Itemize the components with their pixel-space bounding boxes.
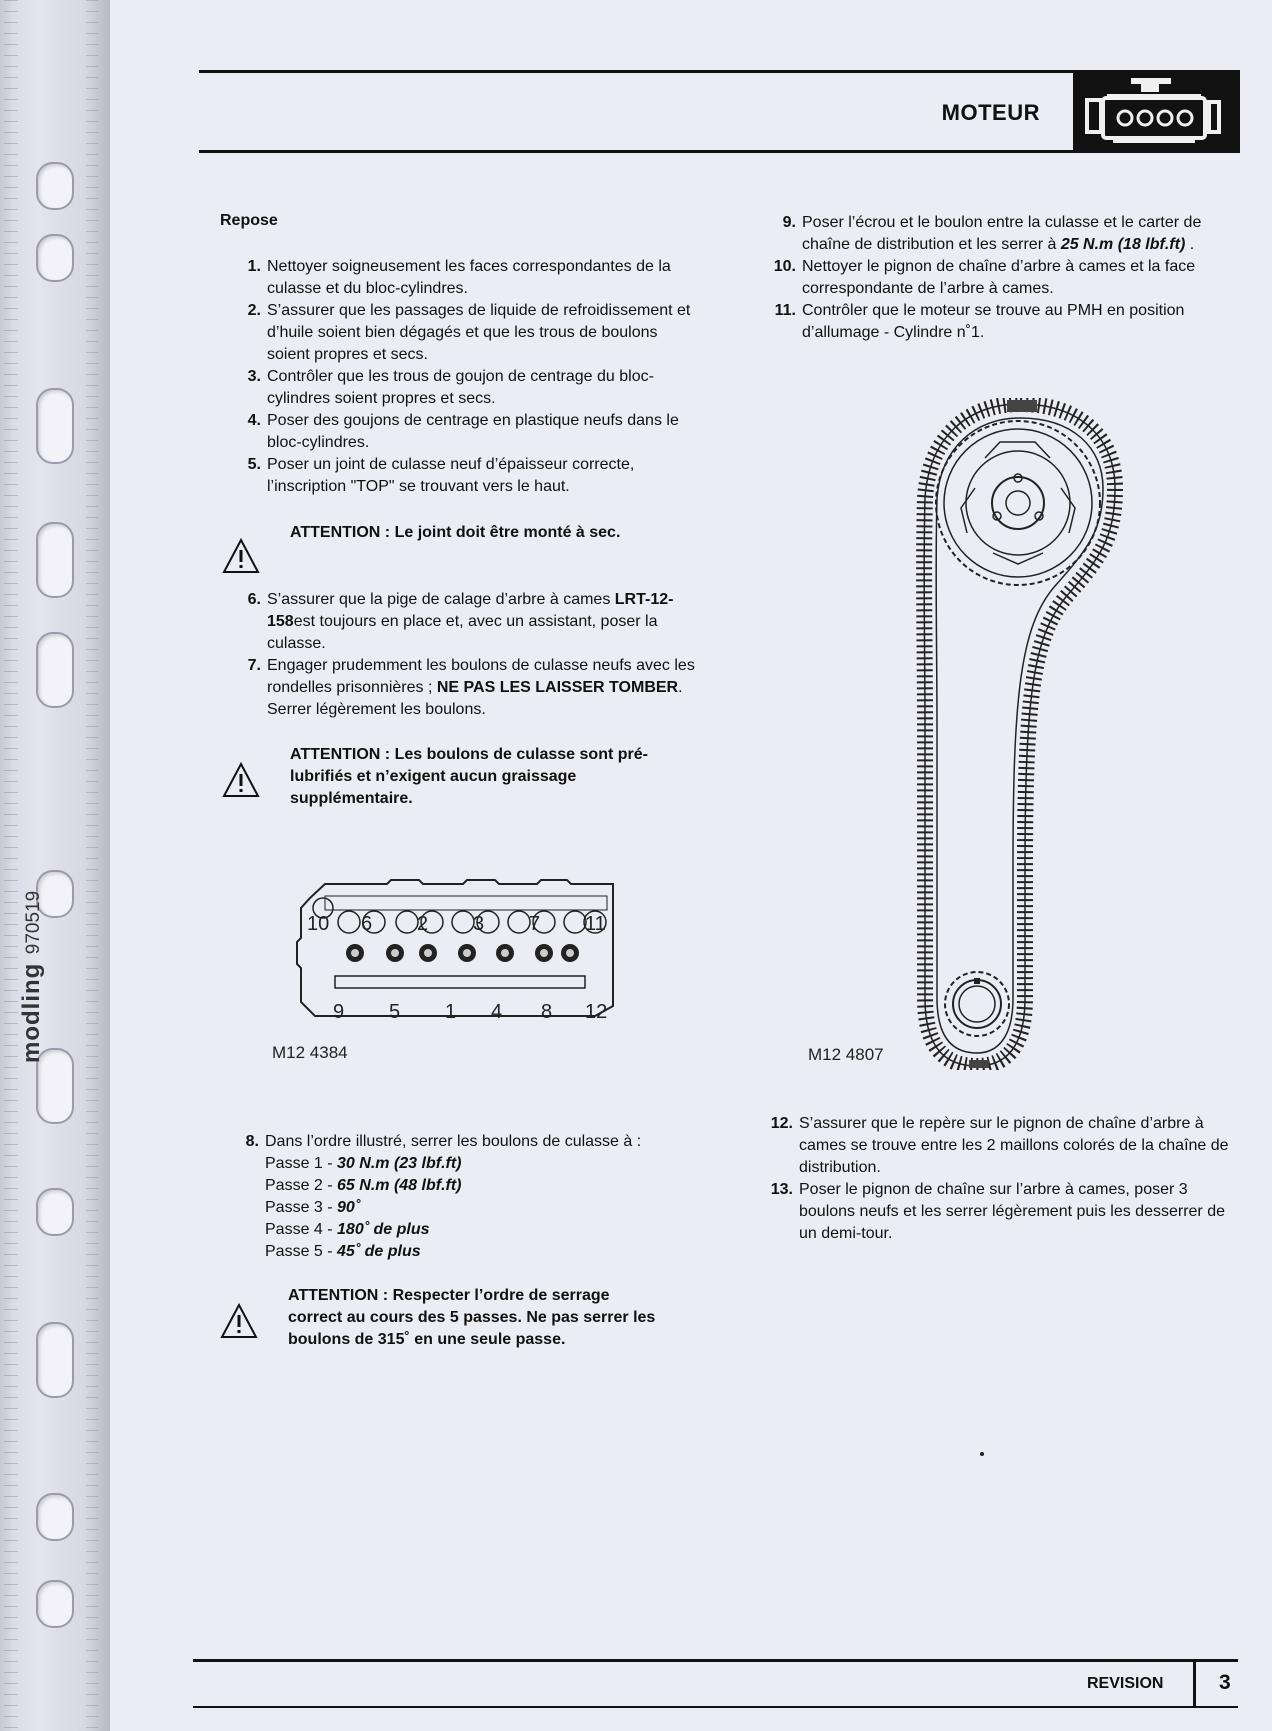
bolt-label-bottom: 1 [445, 1001, 457, 1023]
bolt-label-bottom: 12 [585, 1001, 608, 1023]
footer-rule [193, 1659, 1238, 1662]
step-text: Engager prudemment les boulons de culasse neufs avec les rondelles prisonnières ; [267, 657, 695, 696]
step-text: S’assurer que le repère sur le pignon de chaîne d’arbre à cames se trouve entre les 2 maillons colorés de la chaîne de distribution. [799, 1115, 1229, 1176]
steps-list-a [247, 256, 697, 498]
bolt-label-top: 10 [307, 913, 330, 935]
warning-text: ATTENTION : Respecter l’ordre de serrage correct au cours des 5 passes. Ne pas serrer les boulons de 315˚ en une seule passe. [288, 1287, 656, 1348]
list-item [265, 1241, 462, 1263]
pass-label: Passe 1 - [265, 1155, 338, 1172]
page-number: 3 [1219, 1671, 1231, 1694]
punch-hole [36, 1188, 74, 1236]
step-text: Contrôler que les trous de goujon de centrage du bloc-cylindres soient propres et secs. [267, 368, 654, 407]
warning-text: ATTENTION : Les boulons de culasse sont pré-lubrifiés et n’exigent aucun graissage supplémentaire. [290, 746, 648, 807]
step-number: 4. [247, 412, 261, 429]
list-item [247, 366, 697, 410]
sleeve-ruler-right [86, 0, 98, 1731]
step-text: Poser le pignon de chaîne sur l’arbre à cames, poser 3 boulons neufs et les serrer légèrement puis les desserrer de un demi-tour. [799, 1181, 1225, 1242]
list-item [265, 1175, 462, 1197]
step-text: Nettoyer le pignon de chaîne d’arbre à cames et la face correspondante de l’arbre à cames. [802, 258, 1196, 297]
pass-value: 65 N.m (48 lbf.ft) [337, 1177, 462, 1194]
list-item [247, 410, 697, 454]
footer-divider [1193, 1661, 1196, 1706]
step-text: . [1185, 236, 1195, 253]
step-text: Poser des goujons de centrage en plastique neufs dans le bloc-cylindres. [267, 412, 679, 451]
step-number: 9. [782, 214, 796, 231]
pass-label: Passe 2 - [265, 1177, 338, 1194]
step-number: 6. [247, 591, 261, 608]
list-item [247, 655, 697, 721]
step-text: S’assurer que la pige de calage d’arbre à cames [267, 591, 615, 608]
header-rule [199, 150, 1073, 153]
step-number: 11. [774, 302, 796, 319]
bolt-label-top: 7 [529, 913, 541, 935]
steps-list-d [773, 212, 1242, 344]
step-text: Nettoyer soigneusement les faces correspondantes de la culasse et du bloc-cylindres. [267, 258, 671, 297]
bolt-label-top: 3 [473, 913, 485, 935]
cylinder-head-figure [295, 878, 625, 1028]
pass-value: 90˚ [337, 1199, 361, 1216]
warning-dry-gasket [222, 520, 702, 574]
sleeve-label [18, 890, 46, 1063]
bolt-label-top: 6 [361, 913, 373, 935]
punch-hole [36, 388, 74, 464]
page-title: MOTEUR [941, 100, 1040, 125]
step-number: 10. [773, 258, 796, 275]
pass-value: 30 N.m (23 lbf.ft) [337, 1155, 462, 1172]
step-number: 8. [245, 1133, 259, 1150]
list-item [782, 212, 1242, 256]
bolt-label-top: 11 [585, 913, 606, 935]
warning-triangle-icon [222, 538, 260, 574]
step-number: 2. [247, 302, 261, 319]
list-item [247, 589, 697, 655]
figure-caption: M12 4807 [808, 1045, 884, 1064]
step-text: Contrôler que le moteur se trouve au PMH en position d’allumage - Cylindre n˚1. [802, 302, 1185, 341]
list-item [773, 256, 1242, 300]
step-number: 5. [247, 456, 261, 473]
list-item [247, 300, 697, 366]
emphasis-text: NE PAS LES LAISSER TOMBER [436, 679, 679, 696]
sleeve-ruler-left [4, 0, 18, 1731]
steps-list-e [770, 1113, 1239, 1245]
warning-tightening-order [220, 1285, 700, 1351]
punch-hole [36, 234, 74, 282]
engine-icon [1073, 70, 1240, 153]
timing-chain-figure [915, 398, 1125, 1070]
step-number: 1. [247, 258, 261, 275]
bolt-label-top: 2 [417, 913, 429, 935]
revision-label: REVISION [1087, 1675, 1164, 1692]
torque-value: 25 N.m (18 lbf.ft) [1060, 236, 1186, 253]
figure-caption: M12 4384 [272, 1043, 348, 1062]
punch-hole [36, 632, 74, 708]
warning-triangle-icon [220, 1303, 258, 1339]
header-rule [199, 70, 1073, 73]
section-heading: Repose [220, 212, 278, 229]
steps-list-b [247, 589, 697, 721]
punch-hole [36, 162, 74, 210]
pass-value: 45˚ de plus [337, 1243, 421, 1260]
bolt-label-bottom: 8 [541, 1001, 553, 1023]
punch-hole [36, 1580, 74, 1628]
tool-reference: LRT-12-158 [267, 591, 674, 630]
step-text: est toujours en place et, avec un assistant, poser la culasse. [267, 613, 658, 652]
step-text: S’assurer que les passages de liquide de refroidissement et d’huile soient bien dégagés et que les trous de boulons soient propres et secs. [267, 302, 691, 363]
step-text: Poser l’écrou et le boulon entre la culasse et le carter de chaîne de distribution et les serrer à [802, 214, 1202, 253]
step-text: Poser un joint de culasse neuf d’épaisseur correcte, l’inscription "TOP" se trouvant vers le haut. [267, 456, 635, 495]
step-text: . Serrer légèrement les boulons. [267, 679, 683, 718]
step-number: 12. [770, 1115, 793, 1132]
punch-hole [36, 1322, 74, 1398]
list-item [245, 1131, 705, 1153]
warning-lubricated-bolts [222, 744, 702, 810]
bolt-label-bottom: 5 [389, 1001, 401, 1023]
punch-hole [36, 1493, 74, 1541]
list-item [265, 1153, 462, 1175]
sleeve-code: 970519 [23, 890, 44, 955]
list-item [265, 1197, 462, 1219]
step-number: 3. [247, 368, 261, 385]
sleeve-brand: modling [18, 962, 45, 1063]
step-number: 7. [247, 657, 261, 674]
pass-label: Passe 3 - [265, 1199, 338, 1216]
bolt-label-bottom: 4 [491, 1001, 503, 1023]
list-item [265, 1219, 462, 1241]
punch-hole [36, 522, 74, 598]
step-number: 13. [770, 1181, 793, 1198]
list-item [770, 1179, 1239, 1245]
speck [980, 1452, 984, 1456]
bolt-label-bottom: 9 [333, 1001, 345, 1023]
list-item [247, 256, 697, 300]
pass-value: 180˚ de plus [337, 1221, 430, 1238]
warning-text: ATTENTION : Le joint doit être monté à sec. [290, 524, 621, 541]
steps-list-c [245, 1131, 705, 1153]
torque-passes [265, 1153, 462, 1263]
step-text: Dans l’ordre illustré, serrer les boulons de culasse à : [265, 1133, 642, 1150]
warning-triangle-icon [222, 762, 260, 798]
footer-rule [193, 1706, 1238, 1708]
binder-sleeve [0, 0, 110, 1731]
pass-label: Passe 5 - [265, 1243, 338, 1260]
list-item [770, 1113, 1239, 1179]
pass-label: Passe 4 - [265, 1221, 338, 1238]
list-item [774, 300, 1242, 344]
list-item [247, 454, 697, 498]
